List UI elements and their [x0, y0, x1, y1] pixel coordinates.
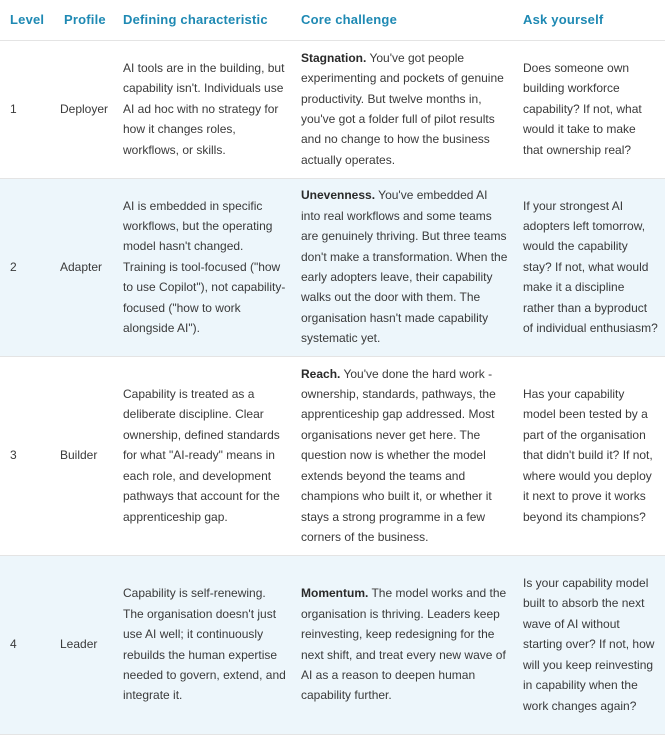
level-cell: 2 [10, 259, 17, 274]
table-row [0, 40, 665, 178]
header-profile: Profile [64, 12, 106, 28]
profile-cell: Adapter [60, 259, 103, 274]
ask-yourself-cell: Does someone own building workforce capability? If not, what would it take to make that ownership real? [523, 60, 642, 157]
defining-characteristic-cell: AI tools are in the building, but capability isn't. Individuals use AI ad hoc with no strategy for how it changes roles, workflows, or skills. [123, 60, 285, 157]
header-level: Level [10, 12, 45, 28]
core-challenge-title: Momentum. [301, 586, 369, 601]
level-cell: 4 [10, 637, 17, 652]
table-row [0, 356, 665, 555]
table-row [0, 178, 665, 356]
defining-characteristic-cell: Capability is self-renewing. The organisation doesn't just use AI well; it continuously rebuilds the human expertise needed to govern, extend, and integrate it. [123, 586, 286, 703]
core-challenge-cell [294, 555, 516, 734]
core-challenge-text: You've done the hard work - ownership, standards, pathways, the apprenticeship gap addressed. Most organisations never get here. The question now is whether the model extends beyond the teams and champions who built it, or whether it stays a strong programme in a few corners of the business. [301, 366, 496, 544]
core-challenge-title: Unevenness. [301, 188, 376, 203]
header-row [0, 0, 665, 40]
ask-yourself-cell: If your strongest AI adopters left tomorrow, would the capability stay? If not, what would make it a discipline rather than a byproduct of individual enthusiasm? [523, 198, 658, 336]
core-challenge-title: Reach. [301, 366, 341, 381]
level-cell: 1 [10, 101, 17, 116]
ask-yourself-cell: Is your capability model built to absorb the next wave of AI without starting over? If not, how will you keep reinvesting in capability when the work changes again? [523, 576, 655, 713]
core-challenge-cell [294, 356, 516, 555]
core-challenge-text: The model works and the organisation is thriving. Leaders keep reinvesting, keep redesigning for the next shift, and treat every new wave of AI as a reason to deepen human capability further. [301, 586, 507, 703]
profile-cell: Deployer [60, 101, 109, 116]
core-challenge-cell [294, 178, 516, 356]
table-body [0, 40, 665, 734]
profile-cell: Leader [60, 637, 98, 652]
core-challenge-text: You've got people experimenting and pockets of genuine productivity. But twelve months in, you've got a folder full of pilot results and no change to how the business actually operates. [301, 50, 504, 167]
core-challenge-cell [294, 40, 516, 178]
ask-yourself-cell: Has your capability model been tested by a part of the organisation that didn't build it? If not, where would you deploy it next to prove it works beyond its champions? [523, 387, 653, 524]
core-challenge-text: You've embedded AI into real workflows and some teams are genuinely thriving. But three teams don't make a transformation. When the early adopters leave, their capability walks out the door with them. The organisation hasn't made capability systematic yet. [301, 188, 508, 346]
defining-characteristic-cell: AI is embedded in specific workflows, but the operating model hasn't changed. Training is tool-focused ("how to use Copilot"), not capability-focused ("how to work alongside AI"). [123, 198, 286, 336]
core-challenge-title: Stagnation. [301, 50, 367, 65]
defining-characteristic-cell: Capability is treated as a deliberate discipline. Clear ownership, defined standards for what "AI-ready" means in each role, and development pathways that account for the apprenticeship gap. [123, 387, 280, 524]
profile-cell: Builder [60, 448, 98, 463]
table-row [0, 555, 665, 734]
header-defining-characteristic: Defining characteristic [123, 12, 268, 28]
table-header [0, 0, 665, 40]
level-cell: 3 [10, 448, 17, 463]
header-core-challenge: Core challenge [301, 12, 397, 28]
header-ask-yourself: Ask yourself [523, 12, 604, 28]
